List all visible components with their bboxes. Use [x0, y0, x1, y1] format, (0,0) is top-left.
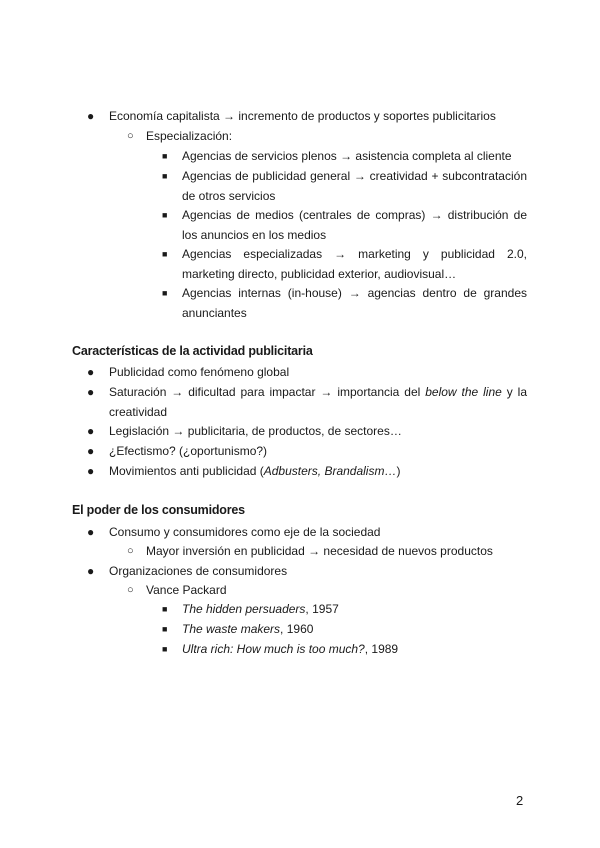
- list-item: Organizaciones de consumidores: [109, 564, 288, 578]
- book-title: Ultra rich: How much is too much?: [182, 642, 365, 656]
- list-item: [182, 600, 527, 620]
- bullet-square-icon: ■: [162, 171, 168, 181]
- bullet-circle-icon: ○: [127, 545, 134, 557]
- bullet-square-icon: ■: [162, 604, 168, 614]
- list-item: Economía capitalista → incremento de productos y soportes publicitarios: [109, 109, 496, 123]
- bullet-square-icon: ■: [162, 644, 168, 654]
- list-item: Publicidad como fenómeno global: [109, 365, 290, 379]
- list-item: Especialización:: [146, 129, 233, 143]
- bullet-square-icon: ■: [162, 288, 168, 298]
- list-item: [182, 620, 527, 640]
- book-title: The hidden persuaders: [182, 602, 306, 616]
- list-item: Agencias de medios (centrales de compras) → distribución de los anuncios en los medios: [182, 208, 527, 242]
- bullet-disc-icon: ●: [87, 444, 95, 458]
- bullet-disc-icon: ●: [87, 365, 95, 379]
- book-year: , 1957: [305, 602, 339, 616]
- list-item-emphasis: Adbusters, Brandalism…: [263, 464, 397, 478]
- list-item: [109, 462, 529, 482]
- list-item: Consumo y consumidores como eje de la sociedad: [109, 525, 381, 539]
- bullet-disc-icon: ●: [87, 109, 95, 123]
- book-year: , 1960: [280, 622, 314, 636]
- list-item-text: ): [396, 464, 401, 478]
- list-item: Agencias internas (in-house) → agencias dentro de grandes anunciantes: [182, 286, 527, 320]
- list-item: [109, 383, 527, 422]
- bullet-disc-icon: ●: [87, 464, 95, 478]
- list-item: Legislación → publicitaria, de productos, de sectores…: [109, 424, 402, 438]
- page-number: 2: [516, 793, 524, 808]
- bullet-disc-icon: ●: [87, 424, 95, 438]
- bullet-disc-icon: ●: [87, 525, 95, 539]
- list-item: Agencias especializadas → marketing y publicidad 2.0, marketing directo, publicidad exterior, audiovisual…: [182, 247, 527, 281]
- list-item: Mayor inversión en publicidad → necesidad de nuevos productos: [146, 544, 493, 558]
- list-item: [182, 640, 527, 660]
- book-title: The waste makers: [182, 622, 281, 636]
- list-item-text: y la creatividad: [109, 385, 527, 419]
- bullet-circle-icon: ○: [127, 584, 134, 596]
- bullet-square-icon: ■: [162, 210, 168, 220]
- list-item-text: Saturación → dificultad para impactar → importancia del: [109, 385, 426, 399]
- book-year: , 1989: [364, 642, 399, 656]
- bullet-disc-icon: ●: [87, 385, 95, 399]
- list-item-text: Movimientos anti publicidad (: [109, 464, 264, 478]
- list-item: Vance Packard: [146, 583, 227, 597]
- section-heading: Características de la actividad publicitaria: [72, 344, 313, 358]
- bullet-disc-icon: ●: [87, 564, 95, 578]
- list-item-emphasis: below the line: [425, 385, 502, 399]
- section-heading: El poder de los consumidores: [72, 503, 245, 517]
- bullet-square-icon: ■: [162, 624, 168, 634]
- list-item: Agencias de servicios plenos → asistencia completa al cliente: [182, 149, 512, 163]
- list-item: Agencias de publicidad general → creatividad + subcontratación de otros servicios: [182, 169, 527, 203]
- bullet-circle-icon: ○: [127, 130, 134, 142]
- bullet-square-icon: ■: [162, 151, 168, 161]
- bullet-square-icon: ■: [162, 249, 168, 259]
- list-item: ¿Efectismo? (¿oportunismo?): [109, 444, 268, 458]
